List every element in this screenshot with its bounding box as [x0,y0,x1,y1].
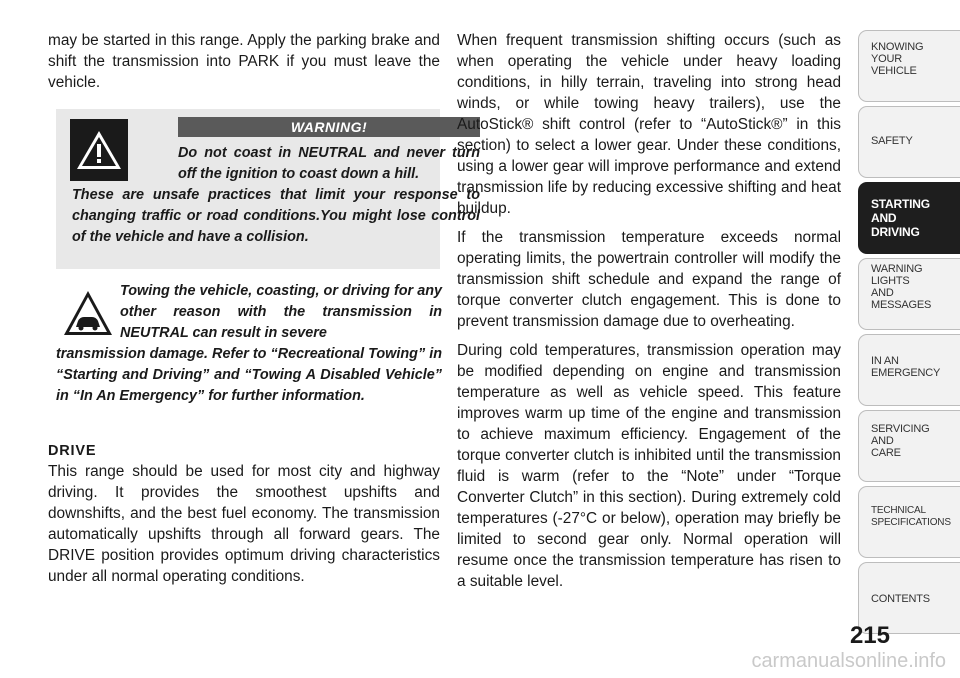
tab-knowing-your-vehicle[interactable]: KNOWING YOUR VEHICLE [858,30,960,102]
right-paragraph-1: When frequent transmission shifting occurs (such as when operating the vehicle under heavy loading conditions, in hilly terrain, traveling into strong head winds, or while towing heavy trailers), use the AutoStick® shift control (refer to “AutoStick®” in this section) to select a lower gear. Under these conditions, using a lower gear will improve performance and extend transmission life by reducing excessive shifting and heat buildup. [457,32,841,217]
caution-line-2: transmission damage. Refer to “Recreational Towing” in “Starting and Driving” and “Towing A Disabled Vehicle” in “In An Emergency” for further information. [56,346,442,404]
warning-box [56,109,480,269]
page-number: 215 [849,622,890,649]
warning-text [72,143,480,248]
tab-warning-lights-and-messages[interactable]: WARNING LIGHTS AND MESSAGES [858,258,960,330]
right-paragraph-2: If the transmission temperature exceeds normal operating limits, the powertrain controller will modify the transmission shift schedule and expand the range of torque converter clutch engagement. This is done to prevent transmission damage due to overheating. [457,229,841,330]
car-caution-icon [62,289,114,339]
watermark: carmanualsonline.info [751,650,946,672]
warning-line-1: Do not coast in NEUTRAL and never turn off the ignition to coast down a hill. [178,145,480,182]
tab-technical-specifications[interactable]: TECHNICAL SPECIFICATIONS [858,486,960,558]
chapter-tabs [858,30,960,638]
tab-servicing-and-care[interactable]: SERVICING AND CARE [858,410,960,482]
tab-in-an-emergency[interactable]: IN AN EMERGENCY [858,334,960,406]
caution-line-1: Towing the vehicle, coasting, or driving for any other reason with the transmission in NEUTRAL can result in severe [120,283,442,341]
caution-notice [56,281,440,427]
right-paragraph-3: During cold temperatures, transmission operation may be modified depending on engine and transmission temperature as well as vehicle speed. This feature improves warm up time of the engine and transmission to achieve maximum efficiency. Engagement of the torque converter clutch is inhibited until the transmission fluid is warm (refer to the “Note” under “Torque Converter Clutch” in this section). During extremely cold temperatures (-27°C or below), operation may briefly be limited to second gear only. Normal operation will resume once the transmission temperature has risen to a suitable level. [457,342,841,590]
left-column [48,30,480,595]
drive-heading: DRIVE [48,443,97,459]
right-column [457,30,841,600]
left-paragraph-1: may be started in this range. Apply the parking brake and shift the transmission into PARK if you must leave the vehicle. [48,32,440,91]
tab-safety[interactable]: SAFETY [858,106,960,178]
warning-heading: WARNING! [178,117,480,137]
drive-paragraph: This range should be used for most city and highway driving. It provides the smoothest upshifts and downshifts, and the best fuel economy. The transmission automatically upshifts through all forward gears. The DRIVE position provides optimum driving characteristics under all normal operating conditions. [48,463,440,585]
tab-contents[interactable]: CONTENTS [858,562,960,634]
tab-starting-and-driving[interactable]: STARTING AND DRIVING [858,182,960,254]
warning-line-2: These are unsafe practices that limit your response to changing traffic or road conditions.You might lose control of the vehicle and have a collision. [72,187,480,245]
